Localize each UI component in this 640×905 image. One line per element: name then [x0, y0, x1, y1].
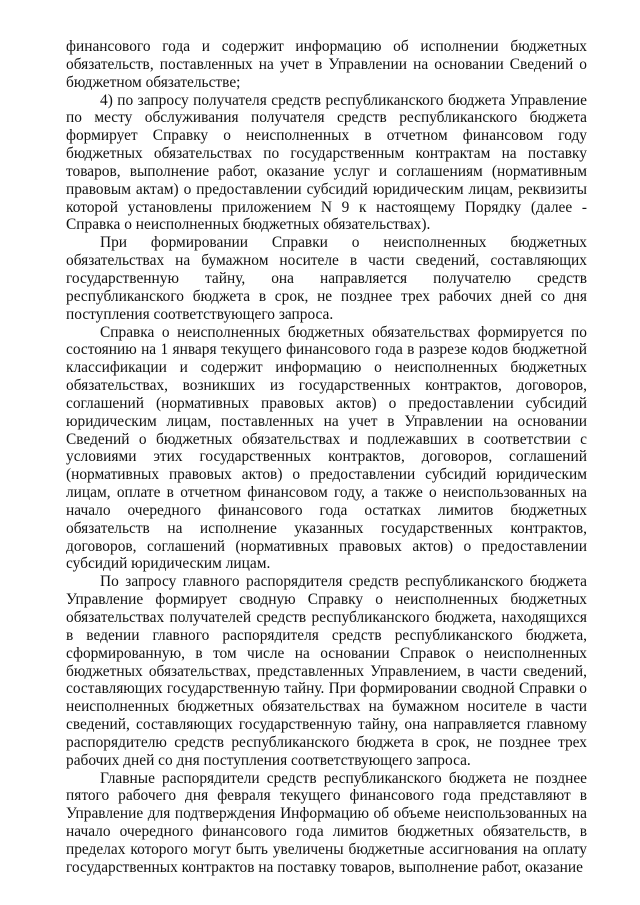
paragraph-item-4: 4) по запросу получателя средств республиканского бюджета Управление по месту обслуживания получателя средств республиканского бюджета формирует Справку о неисполненных в отчетном финансовом году бюджетных обязательствах по государственным контрактам на поставку товаров, выполнение работ, оказание услуг и соглашениям (нормативным правовым актам) о предоставлении субсидий юридическим лицам, реквизиты которой установлены приложением N 9 к настоящему Порядку (далее - Справка о неисполненных бюджетных обязательствах). — [66, 91, 587, 234]
paragraph-summary-report: По запросу главного распорядителя средств республиканского бюджета Управление формирует сводную Справку о неисполненных бюджетных обязательствах получателей средств республиканского бюджета, находящихся в ведении главного распорядителя средств республиканского бюджета, сформированную, в том числе на основании Справок о неисполненных бюджетных обязательствах, представленных Управлением, в части сведений, составляющих государственную тайну. При формировании сводной Справки о неисполненных бюджетных обязательствах на бумажном носителе в части сведений, составляющих государственную тайну, она направляется главному распорядителю средств республиканского бюджета в срок, не позднее трех рабочих дней со дня поступления соответствующего запроса. — [66, 573, 587, 769]
paragraph-main-managers: Главные распорядители средств республиканского бюджета не позднее пятого рабочего дня февраля текущего финансового года представляют в Управление для подтверждения Информацию об объеме неиспользованных на начало очередного финансового года лимитов бюджетных обязательств, в пределах которого могут быть увеличены бюджетные ассигнования на оплату государственных контрактов на поставку товаров, выполнение работ, оказание — [66, 769, 587, 876]
paragraph-report-contents: Справка о неисполненных бюджетных обязательствах формируется по состоянию на 1 января текущего финансового года в разрезе кодов бюджетной классификации и содержит информацию о неисполненных бюджетных обязательствах, возникших из государственных контрактов, договоров, соглашений (нормативных правовых актов) о предоставлении субсидий юридическим лицам, поставленных на учет в Управлении на основании Сведений о бюджетных обязательствах и подлежавших в соответствии с условиями этих государственных контрактов, договоров, соглашений (нормативных правовых актов) о предоставлении субсидий юридическим лицам, оплате в отчетном финансовом году, а также о неиспользованных на начало очередного финансового года остатках лимитов бюджетных обязательств на исполнение указанных государственных контрактов, договоров, соглашений (нормативных правовых актов) о предоставлении субсидий юридическим лицам. — [66, 323, 587, 573]
document-page — [66, 38, 587, 877]
paragraph-paper-form-secret: При формировании Справки о неисполненных бюджетных обязательствах на бумажном носителе в части сведений, составляющих государственную тайну, она направляется получателю средств республиканского бюджета в срок, не позднее трех рабочих дней со дня поступления соответствующего запроса. — [66, 234, 587, 323]
paragraph-continuation: финансового года и содержит информацию об исполнении бюджетных обязательств, поставленных на учет в Управлении на основании Сведений о бюджетном обязательстве; — [66, 38, 587, 91]
